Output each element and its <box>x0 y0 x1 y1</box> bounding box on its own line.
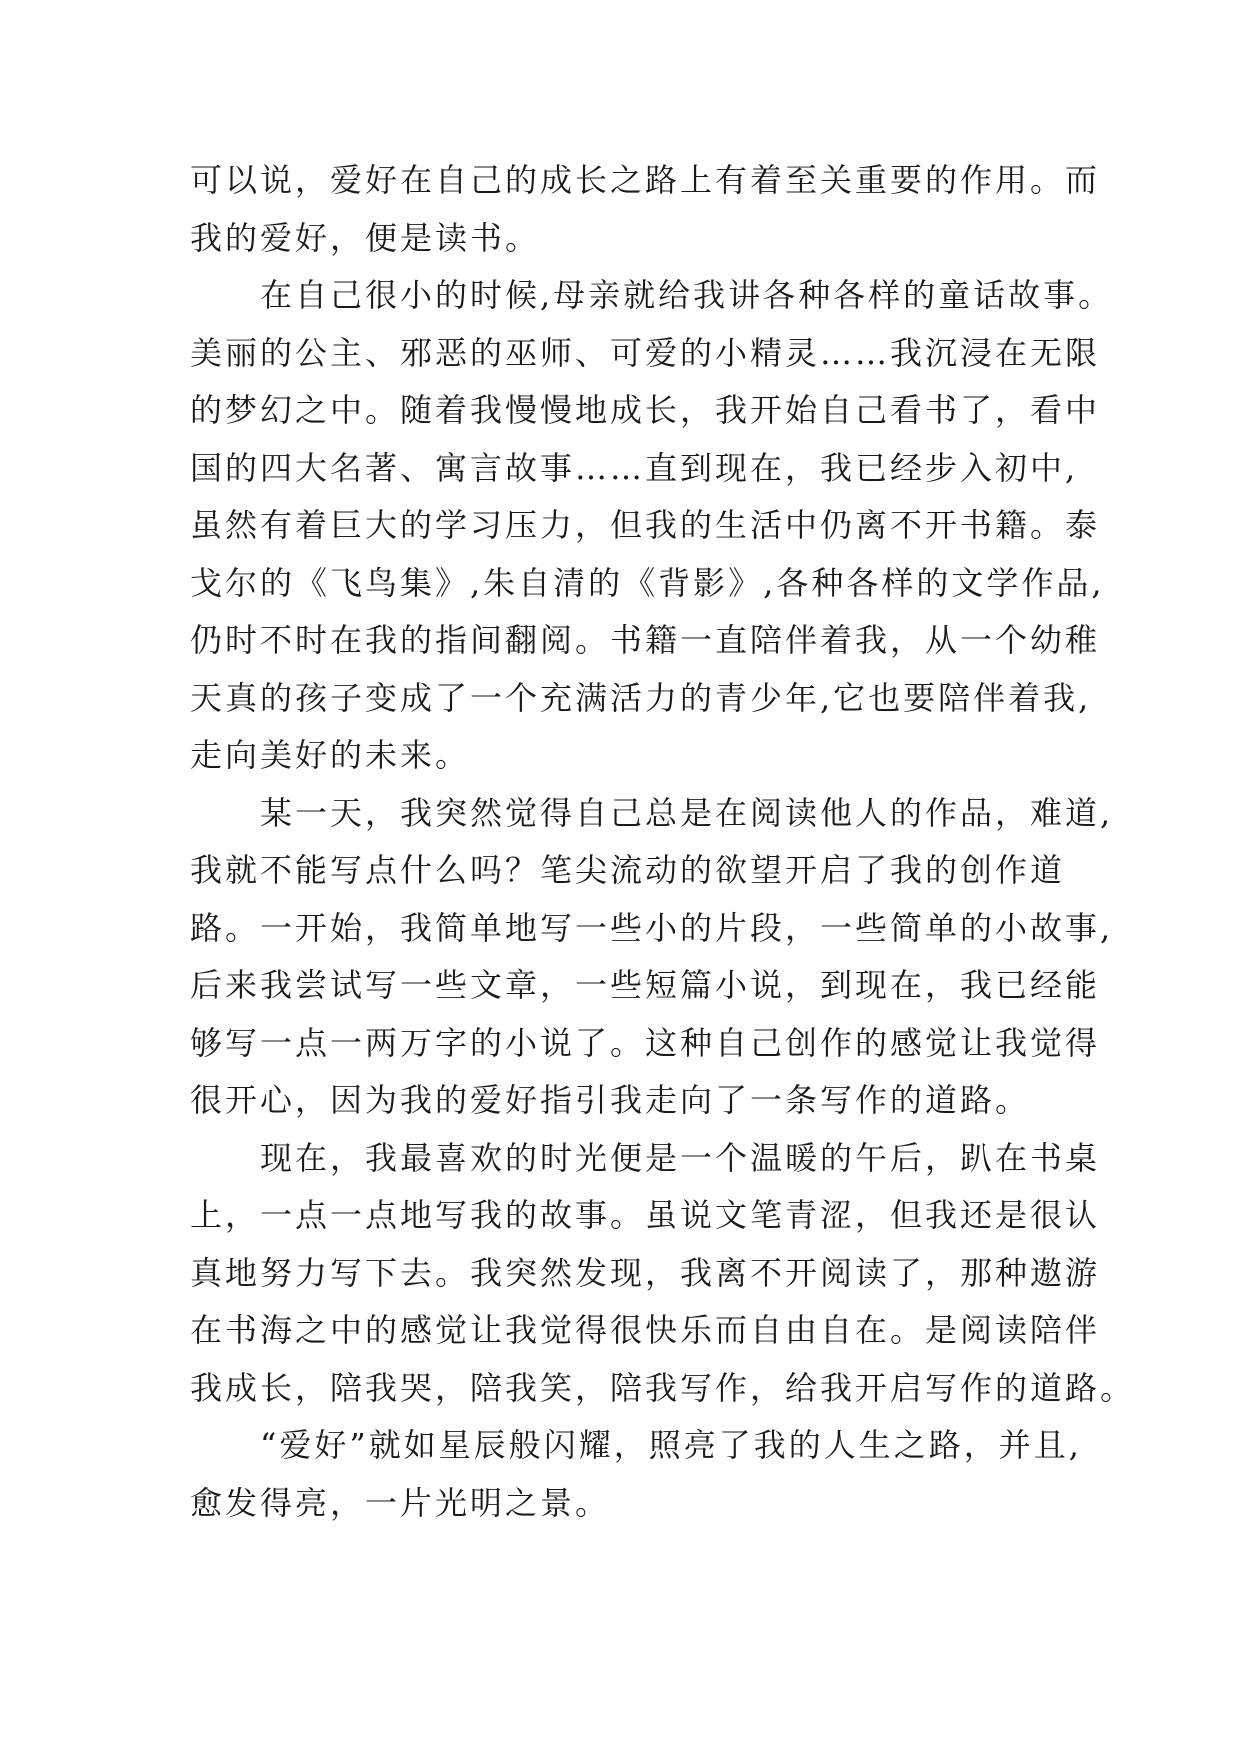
text-line: 美丽的公主、邪恶的巫师、可爱的小精灵……我沉浸在无限 <box>190 333 1101 372</box>
text-line: 愈发得亮，一片光明之景。 <box>190 1483 611 1522</box>
text-line: 够写一点一两万字的小说了。这种自己创作的感觉让我觉得 <box>190 1023 1101 1062</box>
text-line: 后来我尝试写一些文章，一些短篇小说，到现在，我已经能 <box>190 966 1101 1004</box>
text-line: 虽然有着巨大的学习压力，但我的生活中仍离不开书籍。泰 <box>190 506 1101 544</box>
paragraph-first-line: 某一天，我突然觉得自己总是在阅读他人的作品，难道, <box>260 793 1114 832</box>
paragraph-first-line: 在自己很小的时候,母亲就给我讲各种各样的童话故事。 <box>260 276 1114 314</box>
text-line: 上，一点一点地写我的故事。虽说文笔青涩，但我还是很认 <box>190 1196 1101 1234</box>
text-line: 很开心，因为我的爱好指引我走向了一条写作的道路。 <box>190 1081 1031 1119</box>
text-line: 天真的孩子变成了一个充满活力的青少年,它也要陪伴着我, <box>190 678 1092 717</box>
essay-body <box>190 152 1136 1532</box>
paragraph-first-line: 现在，我最喜欢的时光便是一个温暖的午后，趴在书桌 <box>260 1138 1101 1177</box>
text-line: 可以说，爱好在自己的成长之路上有着至关重要的作用。而 <box>190 161 1101 199</box>
text-line: 我成长，陪我哭，陪我笑，陪我写作，给我开启写作的道路。 <box>190 1368 1136 1407</box>
paragraph-first-line: “爱好”就如星辰般闪耀，照亮了我的人生之路，并且, <box>260 1426 1082 1464</box>
text-line: 国的四大名著、寓言故事……直到现在，我已经步入初中, <box>190 448 1079 487</box>
text-line: 路。一开始，我简单地写一些小的片段，一些简单的小故事, <box>190 908 1114 947</box>
text-line: 戈尔的《飞鸟集》,朱自清的《背影》,各种各样的文学作品, <box>190 563 1105 602</box>
text-line: 我的爱好，便是读书。 <box>190 218 541 257</box>
text-line: 在书海之中的感觉让我觉得很快乐而自由自在。是阅读陪伴 <box>190 1311 1101 1349</box>
text-line: 走向美好的未来。 <box>190 736 471 774</box>
text-line: 仍时不时在我的指间翻阅。书籍一直陪伴着我，从一个幼稚 <box>190 621 1101 659</box>
text-line: 我就不能写点什么吗？笔尖流动的欲望开启了我的创作道 <box>190 851 1066 889</box>
text-line: 真地努力写下去。我突然发现，我离不开阅读了，那种遨游 <box>190 1253 1101 1292</box>
text-line: 的梦幻之中。随着我慢慢地成长，我开始自己看书了，看中 <box>190 391 1101 429</box>
